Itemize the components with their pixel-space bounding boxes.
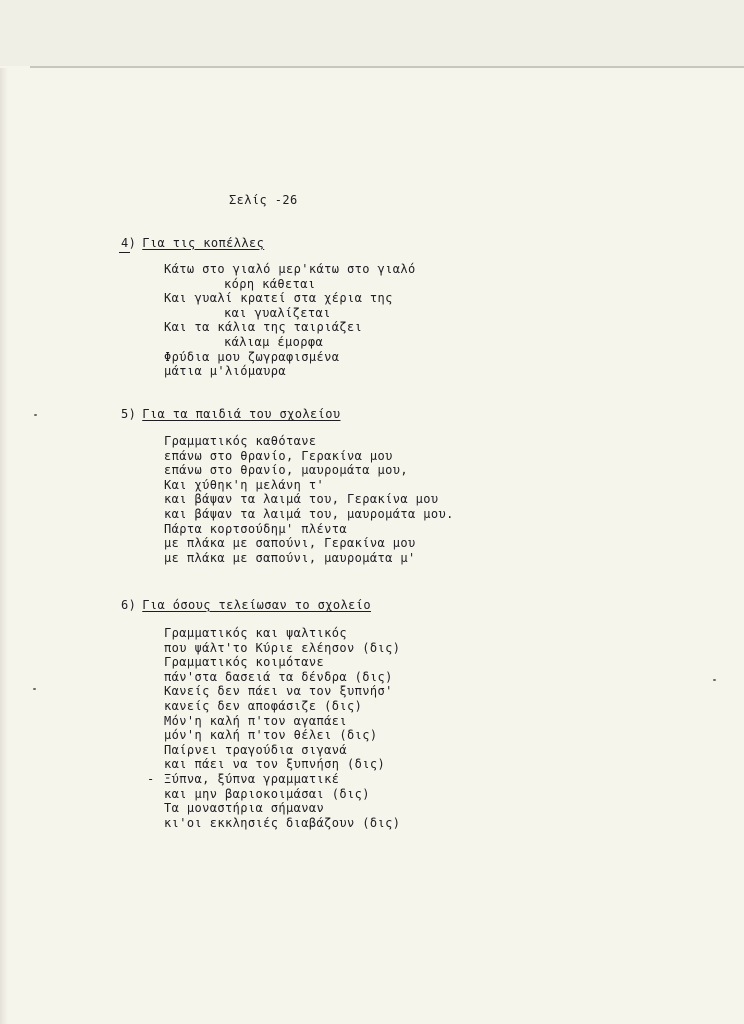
verse-line: Μόν'η καλή π'τον αγαπάει (164, 713, 347, 728)
verse-line: Γραμματικός καθότανε (164, 434, 317, 448)
verse-line: κι'οι εκκλησιές διαβάζουν (δις) (164, 815, 401, 830)
paper-left-edge (0, 68, 8, 1024)
verse-line: Φρύδια μου ζωγραφισμένα (164, 349, 340, 364)
verse-line: μάτια μ'λιόμαυρα (164, 364, 286, 379)
scan-speck (33, 688, 36, 690)
section-heading-6 (121, 598, 371, 612)
section-mark-dash (119, 252, 130, 253)
verse-line: μόν'η καλή π'τον θέλει (δις) (164, 728, 378, 743)
scan-speck (713, 679, 716, 681)
section-title: Για όσους τελείωσαν το σχολείο (142, 598, 371, 612)
song-verse-5 (164, 434, 454, 565)
scan-speck (34, 414, 37, 416)
section-title: Για τα παιδιά του σχολείου (142, 407, 341, 421)
verse-line: και γυαλίζεται (224, 305, 331, 320)
verse-line: Γραμματικός κοιμότανε (164, 655, 325, 670)
verse-line (147, 771, 400, 787)
section-heading-4 (121, 236, 264, 250)
song-verse-4 (164, 262, 416, 379)
scan-top-margin (0, 0, 744, 66)
verse-line: Και τα κάλια της ταιριάζει (164, 320, 363, 335)
verse-line: και μην βαριοκοιμάσαι (δις) (164, 786, 370, 801)
verse-line: κανείς δεν αποφάσιζε (δις) (164, 698, 363, 713)
verse-line: Και χύθηκ'η μελάνη τ' (164, 477, 325, 492)
verse-line: επάνω στο θρανίο, μαυρομάτα μου, (164, 463, 408, 478)
lead-dash: - (147, 771, 155, 786)
verse-line: Γραμματικός και ψαλτικός (164, 626, 347, 640)
verse-line: Τα μοναστήρια σήμαναν (164, 801, 325, 816)
section-number: 6) (121, 598, 137, 612)
verse-line: Κανείς δεν πάει να τον ξυπνήσ' (164, 684, 393, 699)
verse-line: και βάψαν τα λαιμά του, Γερακίνα μου (164, 492, 439, 507)
section-title: Για τις κοπέλλες (142, 236, 265, 250)
verse-line: κάλιαμ έμορφα (224, 334, 324, 349)
verse-line: που ψάλτ'το Κύριε ελέησον (δις) (164, 640, 401, 655)
verse-line: Παίρνει τραγούδια σιγανά (164, 742, 347, 757)
section-number: 5) (121, 407, 137, 421)
verse-line: με πλάκα με σαπούνι, μαυρομάτα μ' (164, 550, 416, 565)
paper-edge-line (30, 66, 744, 68)
section-number: 4) (121, 236, 137, 250)
section-heading-5 (121, 407, 341, 421)
verse-line-text: Ξύπνα, ξύπνα γραμματικέ (164, 771, 340, 786)
verse-line: πάν'στα δασειά τα δένδρα (δις) (164, 669, 393, 684)
verse-line: Κάτω στο γιαλό μερ'κάτω στο γιαλό (164, 262, 416, 276)
verse-line: Πάρτα κορτσούδημ' πλέντα (164, 521, 347, 536)
song-verse-6 (147, 626, 401, 830)
verse-line: και πάει να τον ξυπνήση (δις) (164, 757, 386, 772)
verse-line: επάνω στο θρανίο, Γερακίνα μου (164, 448, 393, 463)
verse-line: κόρη κάθεται (224, 276, 316, 291)
page-number: Σελίς -26 (229, 193, 298, 207)
verse-line: και βάψαν τα λαιμά του, μαυρομάτα μου. (164, 506, 454, 521)
verse-line: με πλάκα με σαπούνι, Γερακίνα μου (164, 536, 416, 551)
verse-line: Και γυαλί κρατεί στα χέρια της (164, 291, 393, 306)
